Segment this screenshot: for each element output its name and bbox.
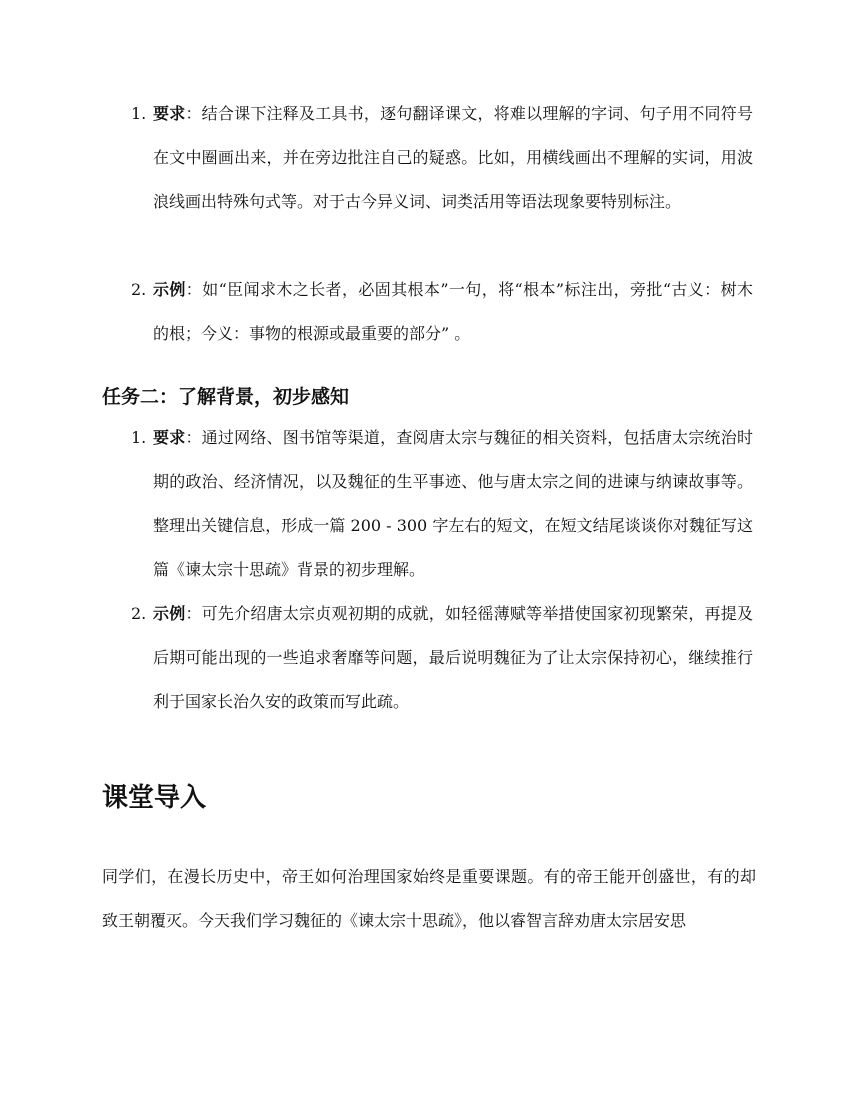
item-text: ：结合课下注释及工具书，逐句翻译课文，将难以理解的字词、句子用不同符号在文中圈画出来，并在旁边批注自己的疑惑。比如，用横线画出不理解的实词，用波浪线画出特殊句式等。对于古今异义词、词类活用等语法现象要特别标注。 [153,104,753,211]
item-label: 要求 [153,104,186,123]
task2-list-item-1 [131,416,753,592]
intro-heading: 课堂导入 [102,783,207,813]
task1-list-item-2 [131,268,753,356]
list-number: 1. [131,428,147,447]
item-label: 示例 [153,604,186,623]
item-label: 示例 [153,280,186,299]
task2-heading: 任务二：了解背景，初步感知 [102,386,350,408]
intro-paragraph: 同学们，在漫长历史中，帝王如何治理国家始终是重要课题。有的帝王能开创盛世，有的却致王朝覆灭。今天我们学习魏征的《谏太宗十思疏》，他以睿智言辞劝唐太宗居安思 [102,867,756,930]
item-text: ：通过网络、图书馆等渠道，查阅唐太宗与魏征的相关资料，包括唐太宗统治时期的政治、经济情况，以及魏征的生平事迹、他与唐太宗之间的进谏与纳谏故事等。整理出关键信息，形成一篇 200 - 300 字左右的短文，在短文结尾谈谈你对魏征写这篇《谏太宗十思疏》背景的初步理解。 [153,428,753,579]
list-number: 2. [131,604,147,623]
item-text: ：可先介绍唐太宗贞观初期的成就，如轻徭薄赋等举措使国家初现繁荣，再提及后期可能出现的一些追求奢靡等问题，最后说明魏征为了让太宗保持初心，继续推行利于国家长治久安的政策而写此疏。 [153,604,753,711]
item-text: ：如“臣闻求木之长者，必固其根本”一句，将“根本”标注出，旁批“古义：树木的根；今义：事物的根源或最重要的部分” 。 [153,280,753,343]
list-number: 1. [131,104,147,123]
list-number: 2. [131,280,147,299]
task1-list-item-1 [131,92,753,224]
task2-list-item-2 [131,592,753,724]
item-label: 要求 [153,428,186,447]
